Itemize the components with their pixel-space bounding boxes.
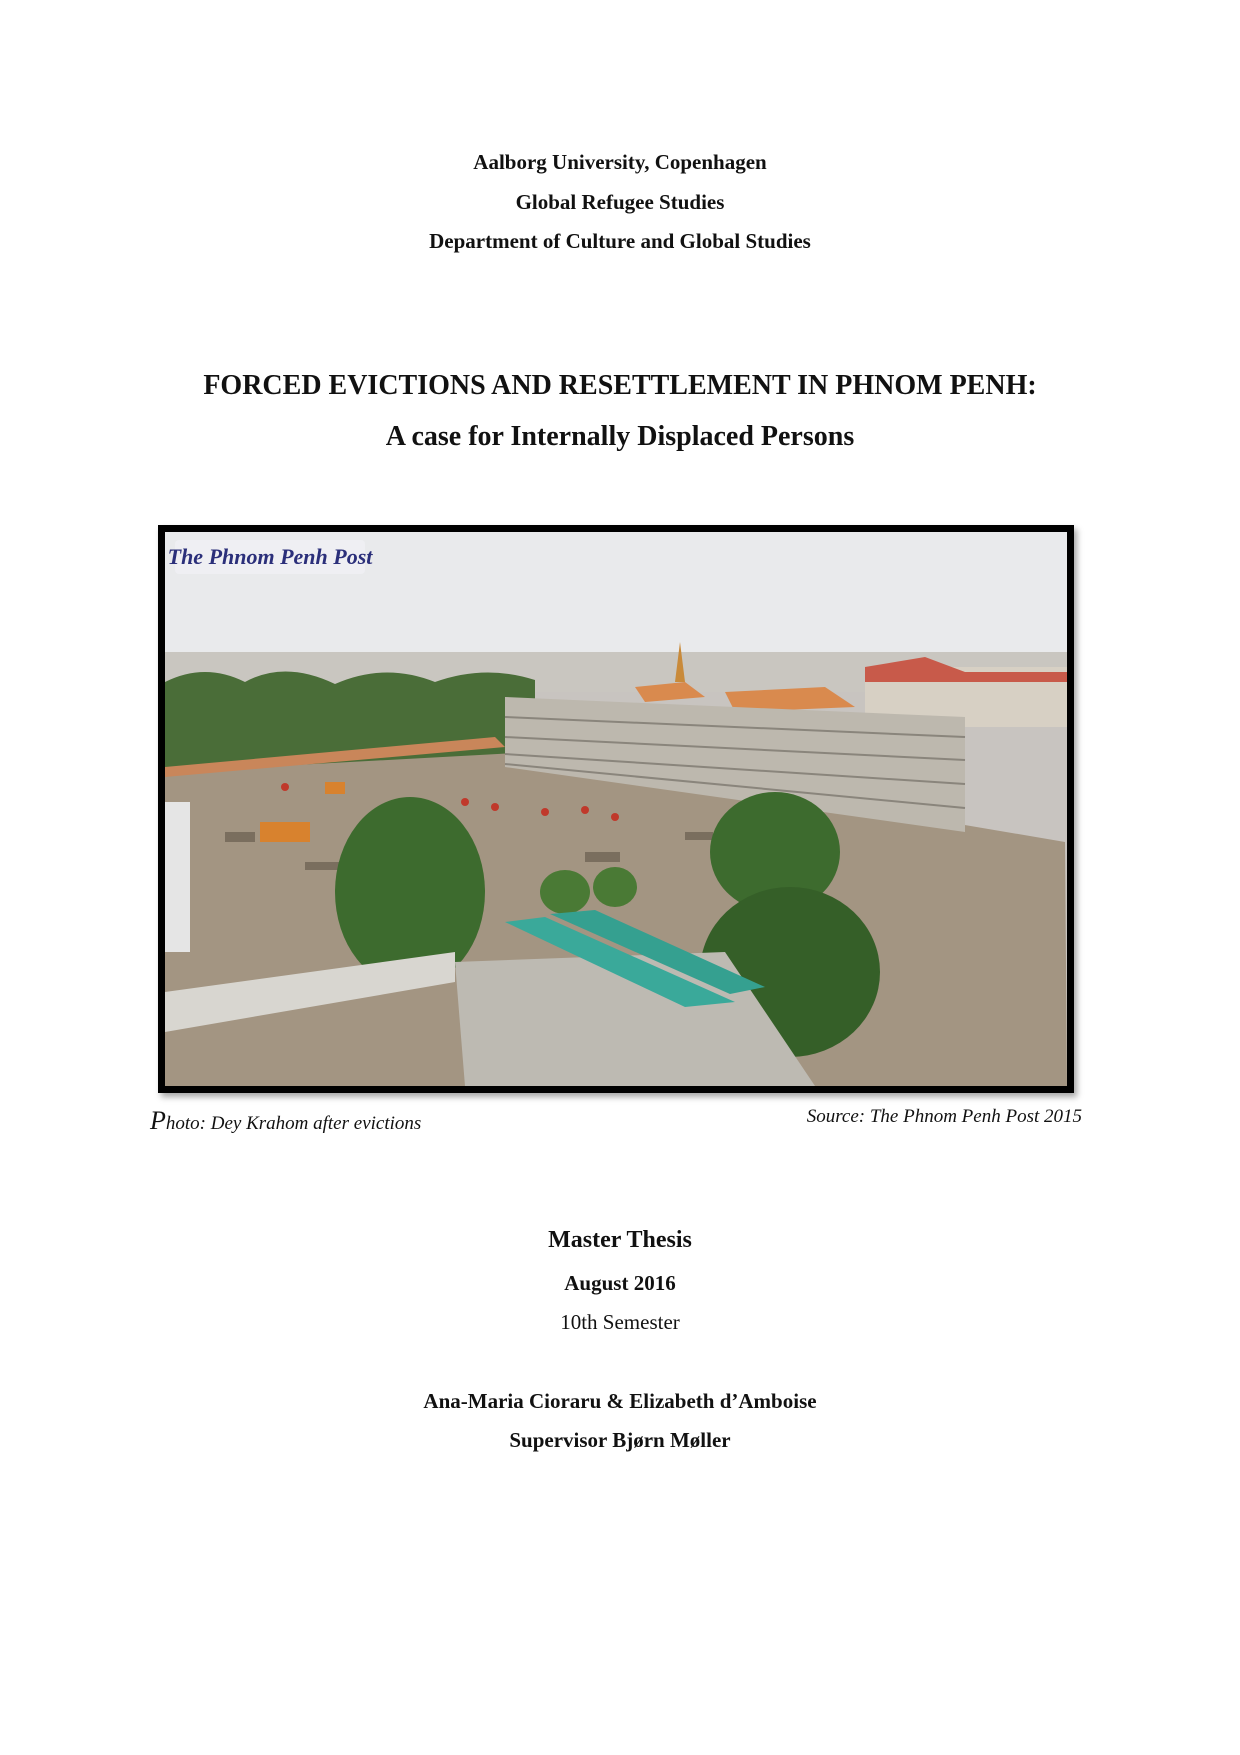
program-name: Global Refugee Studies [515,190,725,214]
caption-initial: P [150,1106,166,1135]
photo-source: Source: The Phnom Penh Post 2015 [806,1106,1082,1127]
newspaper-watermark: The Phnom Penh Post [167,544,373,569]
supervisor: Supervisor Bjørn Møller [509,1428,731,1452]
caption-text: hoto: Dey Krahom after evictions [165,1113,422,1134]
cover-photo [158,525,1074,1093]
thesis-subtitle: A case for Internally Displaced Persons [385,421,855,452]
department-name: Department of Culture and Global Studies [429,229,811,253]
university-name: Aalborg University, Copenhagen [473,150,767,174]
semester: 10th Semester [560,1310,680,1334]
thesis-title: FORCED EVICTIONS AND RESETTLEMENT IN PHNOM PENH: [203,370,1037,401]
authors: Ana-Maria Cioraru & Elizabeth d’Amboise [423,1389,817,1413]
thesis-date: August 2016 [564,1271,676,1295]
photo-caption [150,1106,421,1136]
thesis-type: Master Thesis [548,1227,692,1253]
